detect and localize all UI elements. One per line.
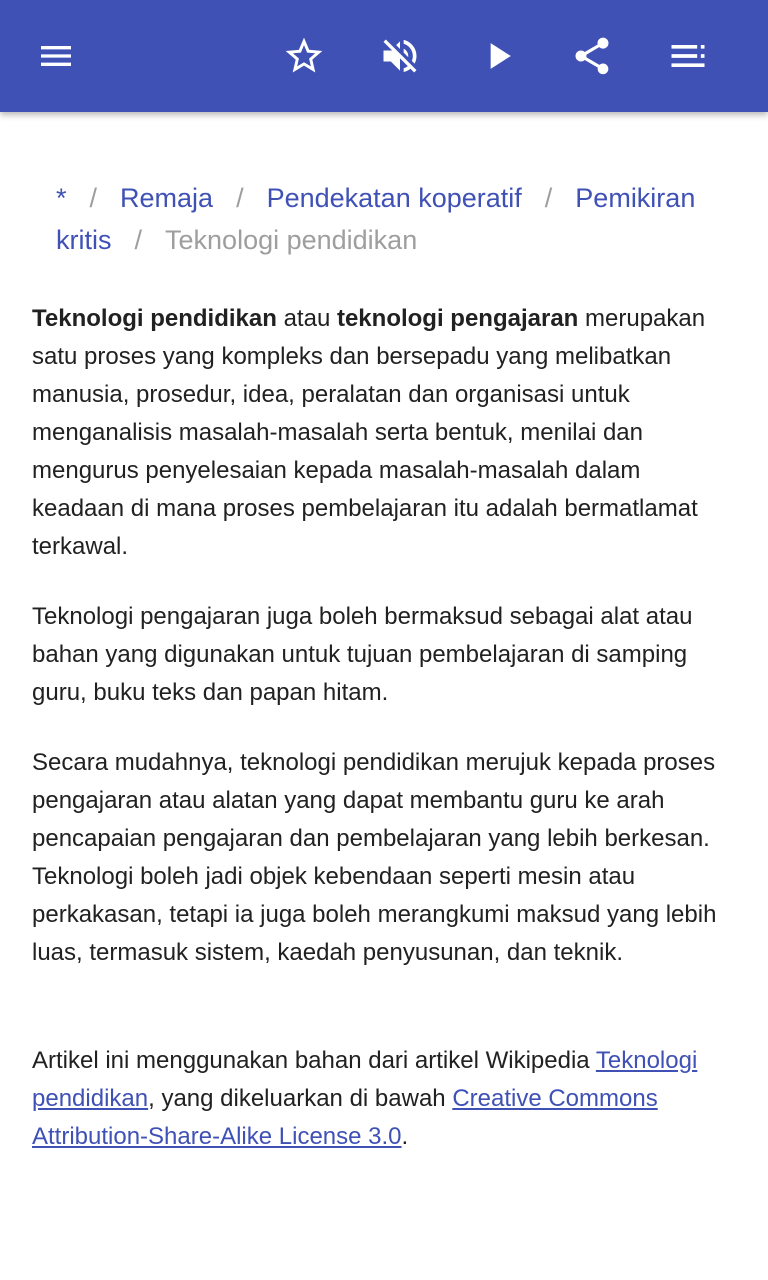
license-middle: , yang dikeluarkan di bawah — [148, 1085, 446, 1112]
app-toolbar — [0, 0, 768, 112]
playlist-icon — [666, 34, 710, 78]
share-icon — [570, 34, 614, 78]
breadcrumb-item-pemikiran-kritis[interactable]: Pemikiran kritis — [56, 183, 696, 255]
article-content — [32, 150, 736, 1156]
article-paragraph-3: Secara mudahnya, teknologi pendidikan merujuk kepada proses pengajaran atau alatan yang dapat membantu guru ke arah pencapaian pengajaran dan pembelajaran yang lebih berkesan. Teknologi boleh jadi objek kebendaan seperti mesin atau perkakasan, tetapi ia juga boleh merangkumi maksud yang lebih luas, termasuk sistem, kaedah penyusunan, dan teknik. — [32, 749, 717, 966]
breadcrumb-item-pendekatan-koperatif[interactable]: Pendekatan koperatif — [266, 183, 522, 213]
bold-term: teknologi pengajaran — [336, 305, 579, 332]
wikipedia-article-link[interactable]: Teknologi pendidikan — [32, 1047, 698, 1112]
mute-button[interactable] — [360, 16, 440, 96]
volume-off-icon — [378, 34, 422, 78]
breadcrumb-separator: / — [236, 183, 244, 213]
breadcrumb-separator: / — [89, 183, 98, 213]
breadcrumb — [32, 177, 736, 261]
article-paragraph-1 — [32, 300, 736, 566]
contents-button[interactable] — [648, 16, 728, 96]
breadcrumb-separator: / — [544, 183, 553, 213]
license-prefix: Artikel ini menggunakan bahan dari artikel Wikipedia — [32, 1047, 590, 1074]
license-notice — [32, 1042, 736, 1156]
favorite-button[interactable] — [264, 16, 344, 96]
breadcrumb-item-home[interactable]: * — [56, 183, 67, 213]
breadcrumb-current: Teknologi pendidikan — [165, 225, 418, 255]
menu-icon — [36, 36, 76, 76]
breadcrumb-item-remaja[interactable]: Remaja — [120, 183, 214, 213]
play-button[interactable] — [458, 16, 538, 96]
share-button[interactable] — [552, 16, 632, 96]
article-paragraph-2: Teknologi pengajaran juga boleh bermaksud sebagai alat atau bahan yang digunakan untuk tujuan pembelajaran di samping guru, buku teks dan papan hitam. — [32, 603, 693, 706]
breadcrumb-separator: / — [134, 225, 143, 255]
license-suffix: . — [401, 1123, 409, 1150]
license-link[interactable]: Creative Commons Attribution-Share-Alike License 3.0 — [32, 1085, 658, 1150]
paragraph-text: merupakan satu proses yang kompleks dan bersepadu yang melibatkan manusia, prosedur, idea, peralatan dan organisasi untuk menganalisis masalah-masalah serta bentuk, menilai dan mengurus penyelesaian kepada masalah-masalah dalam keadaan di mana proses pembelajaran itu adalah bermatlamat terkawal. — [32, 305, 706, 560]
connector-text: atau — [283, 305, 331, 332]
bold-term: Teknologi pendidikan — [32, 305, 277, 332]
star-outline-icon — [282, 34, 326, 78]
play-icon — [476, 34, 520, 78]
menu-button[interactable] — [16, 16, 96, 96]
